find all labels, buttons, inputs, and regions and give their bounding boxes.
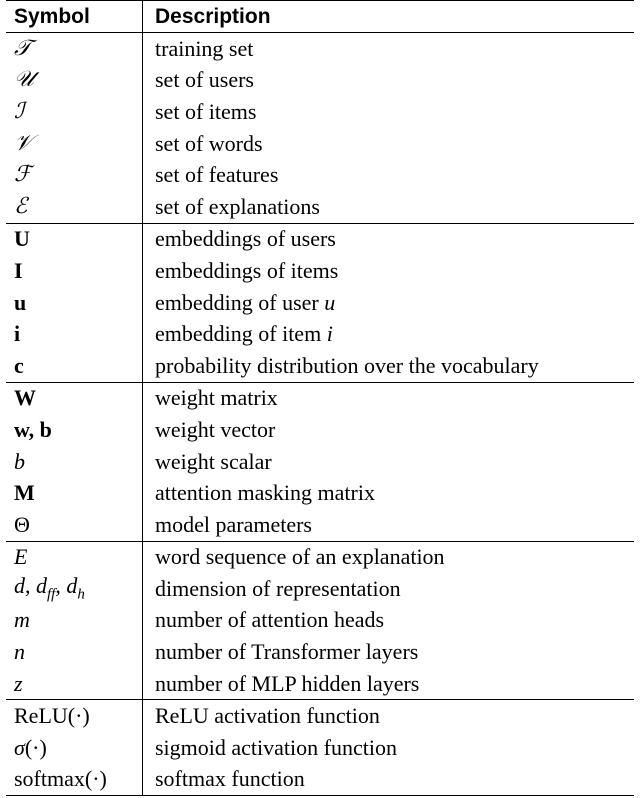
description-cell: weight vector [155, 416, 276, 442]
table-row [6, 414, 634, 446]
table-row [6, 65, 634, 97]
table-row [6, 700, 634, 732]
table-row [6, 541, 634, 573]
description-cell: set of explanations [155, 193, 320, 219]
table-body [6, 33, 634, 796]
description-cell: training set [143, 33, 635, 65]
table-row [6, 764, 634, 796]
description-cell: sigmoid activation function [155, 734, 397, 760]
table-row [6, 668, 634, 700]
symbol-cell: u [6, 287, 143, 319]
notation-table-container [6, 0, 634, 796]
description-cell: number of Transformer layers [155, 639, 419, 665]
description-cell: embeddings of items [155, 257, 339, 283]
symbol-cell: 𝒰 [6, 65, 143, 97]
description-cell: word sequence of an explanation [143, 541, 635, 573]
description-cell: weight scalar [155, 448, 272, 474]
description-cell: embedding of user u [155, 289, 336, 315]
description-cell: attention masking matrix [155, 480, 375, 506]
table-row [6, 350, 634, 382]
table-row [6, 255, 634, 287]
description-cell: embeddings of users [143, 223, 635, 255]
symbol-cell: z [6, 668, 143, 700]
table-row [6, 287, 634, 319]
table-row [6, 96, 634, 128]
symbol-cell: b [6, 446, 143, 478]
description-cell: ReLU activation function [143, 700, 635, 732]
symbol-cell: E [6, 541, 143, 573]
table-row [6, 446, 634, 478]
table-row [6, 573, 634, 605]
table-row [6, 382, 634, 414]
symbol-cell: d, $d_{ff}$, $d_h$ [6, 573, 143, 605]
description-cell: embedding of item i [155, 321, 333, 347]
symbol-cell: ℰ [6, 191, 143, 223]
symbol-column-header: Symbol [6, 1, 143, 33]
description-cell: weight matrix [143, 382, 635, 414]
table-row [6, 732, 634, 764]
symbol-cell: M [6, 477, 143, 509]
table-row [6, 477, 634, 509]
symbol-cell: ℐ [6, 96, 143, 128]
description-cell: dimension of representation [155, 575, 401, 601]
table-row [6, 636, 634, 668]
table-row [6, 605, 634, 637]
symbol-cell: σ(·) [6, 732, 143, 764]
symbol-cell: ℱ [6, 159, 143, 191]
symbol-cell: softmax(·) [6, 764, 143, 796]
description-cell: number of attention heads [155, 607, 385, 633]
description-cell: softmax function [143, 764, 635, 796]
table-header-row [6, 1, 634, 33]
description-cell: set of words [155, 130, 263, 156]
symbol-cell: U [6, 223, 143, 255]
symbol-cell: i [6, 318, 143, 350]
notation-table [6, 0, 634, 796]
table-row [6, 159, 634, 191]
symbol-cell: I [6, 255, 143, 287]
table-row [6, 509, 634, 541]
table-row [6, 33, 634, 65]
symbol-cell: w, b [6, 414, 143, 446]
table-row [6, 128, 634, 160]
symbol-cell: 𝒯 [6, 33, 143, 65]
symbol-cell: n [6, 636, 143, 668]
description-column-header: Description [143, 1, 635, 33]
symbol-cell: c [6, 350, 143, 382]
symbol-cell: m [6, 605, 143, 637]
description-cell: number of MLP hidden layers [155, 670, 420, 696]
symbol-cell: Θ [6, 509, 143, 541]
symbol-cell: ReLU(·) [6, 700, 143, 732]
symbol-cell: W [6, 382, 143, 414]
table-row [6, 223, 634, 255]
description-cell: set of users [155, 67, 254, 93]
table-row [6, 318, 634, 350]
table-row [6, 191, 634, 223]
description-cell: set of items [155, 98, 257, 124]
symbol-cell: 𝒱 [6, 128, 143, 160]
description-cell: probability distribution over the vocabulary [155, 352, 539, 378]
description-cell: model parameters [155, 511, 312, 537]
description-cell: set of features [155, 162, 279, 188]
